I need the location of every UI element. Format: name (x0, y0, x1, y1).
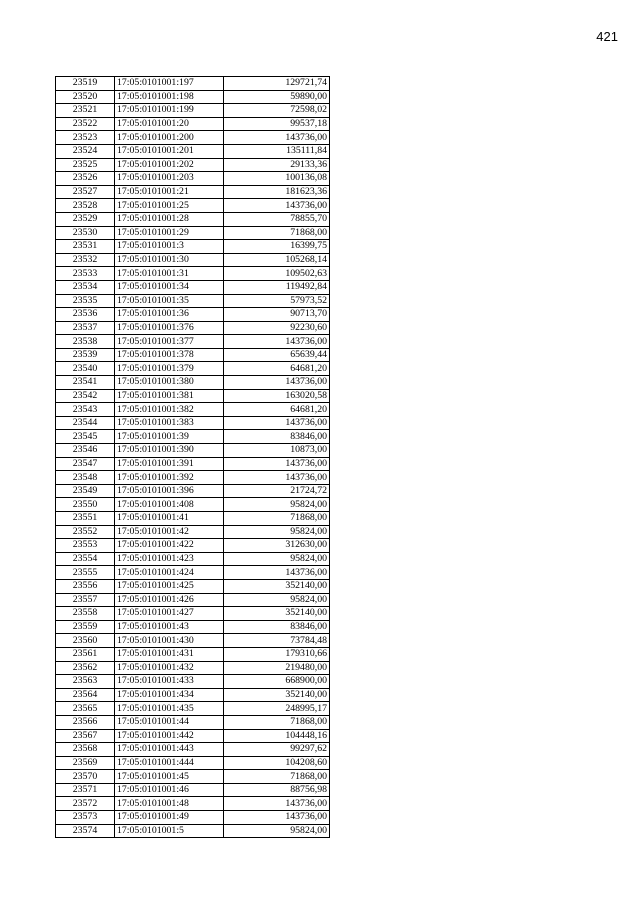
row-number-cell: 23531 (56, 240, 115, 254)
table-row (56, 199, 330, 213)
cadastral-number-cell: 17:05:0101001:43 (115, 620, 224, 634)
row-number-cell: 23528 (56, 199, 115, 213)
cadastral-value-cell: 99537,18 (224, 117, 330, 131)
cadastral-number-cell: 17:05:0101001:431 (115, 647, 224, 661)
cadastral-value-cell: 71868,00 (224, 512, 330, 526)
table-row (56, 416, 330, 430)
cadastral-number-cell: 17:05:0101001:36 (115, 308, 224, 322)
row-number-cell: 23566 (56, 715, 115, 729)
cadastral-number-cell: 17:05:0101001:197 (115, 77, 224, 91)
cadastral-number-cell: 17:05:0101001:3 (115, 240, 224, 254)
cadastral-value-cell: 143736,00 (224, 457, 330, 471)
row-number-cell: 23551 (56, 512, 115, 526)
row-number-cell: 23560 (56, 634, 115, 648)
cadastral-value-cell: 59890,00 (224, 90, 330, 104)
row-number-cell: 23567 (56, 729, 115, 743)
row-number-cell: 23549 (56, 484, 115, 498)
cadastral-number-cell: 17:05:0101001:42 (115, 525, 224, 539)
cadastral-value-cell: 73784,48 (224, 634, 330, 648)
row-number-cell: 23521 (56, 104, 115, 118)
row-number-cell: 23539 (56, 348, 115, 362)
cadastral-number-cell: 17:05:0101001:21 (115, 185, 224, 199)
cadastral-value-cell: 95824,00 (224, 552, 330, 566)
cadastral-value-cell: 90713,70 (224, 308, 330, 322)
cadastral-value-cell: 105268,14 (224, 253, 330, 267)
cadastral-value-cell: 64681,20 (224, 362, 330, 376)
cadastral-value-cell: 104208,60 (224, 756, 330, 770)
cadastral-number-cell: 17:05:0101001:382 (115, 403, 224, 417)
row-number-cell: 23565 (56, 702, 115, 716)
cadastral-value-cell: 219480,00 (224, 661, 330, 675)
cadastral-value-cell: 88756,98 (224, 783, 330, 797)
cadastral-value-cell: 71868,00 (224, 226, 330, 240)
cadastral-value-cell: 65639,44 (224, 348, 330, 362)
cadastral-value-cell: 352140,00 (224, 579, 330, 593)
table-row (56, 647, 330, 661)
table-row (56, 512, 330, 526)
row-number-cell: 23532 (56, 253, 115, 267)
table-body (56, 77, 330, 838)
table-row (56, 797, 330, 811)
row-number-cell: 23546 (56, 444, 115, 458)
row-number-cell: 23552 (56, 525, 115, 539)
table-row (56, 566, 330, 580)
row-number-cell: 23550 (56, 498, 115, 512)
cadastral-number-cell: 17:05:0101001:39 (115, 430, 224, 444)
cadastral-value-cell: 248995,17 (224, 702, 330, 716)
row-number-cell: 23541 (56, 376, 115, 390)
cadastral-number-cell: 17:05:0101001:391 (115, 457, 224, 471)
table-row (56, 729, 330, 743)
table-row (56, 308, 330, 322)
table-row (56, 634, 330, 648)
row-number-cell: 23571 (56, 783, 115, 797)
cadastral-value-cell: 29133,36 (224, 158, 330, 172)
row-number-cell: 23564 (56, 688, 115, 702)
table-row (56, 525, 330, 539)
row-number-cell: 23540 (56, 362, 115, 376)
cadastral-value-cell: 95824,00 (224, 593, 330, 607)
cadastral-value-cell: 95824,00 (224, 824, 330, 838)
cadastral-number-cell: 17:05:0101001:424 (115, 566, 224, 580)
page-number: 421 (596, 29, 618, 44)
row-number-cell: 23529 (56, 212, 115, 226)
cadastral-value-cell: 143736,00 (224, 199, 330, 213)
row-number-cell: 23533 (56, 267, 115, 281)
cadastral-value-cell: 143736,00 (224, 416, 330, 430)
cadastral-value-cell: 143736,00 (224, 811, 330, 825)
row-number-cell: 23553 (56, 539, 115, 553)
cadastral-value-cell: 143736,00 (224, 797, 330, 811)
table-row (56, 389, 330, 403)
cadastral-number-cell: 17:05:0101001:430 (115, 634, 224, 648)
row-number-cell: 23574 (56, 824, 115, 838)
row-number-cell: 23568 (56, 743, 115, 757)
cadastral-number-cell: 17:05:0101001:433 (115, 675, 224, 689)
table-row (56, 811, 330, 825)
table-row (56, 226, 330, 240)
table-row (56, 661, 330, 675)
row-number-cell: 23545 (56, 430, 115, 444)
row-number-cell: 23547 (56, 457, 115, 471)
table-row (56, 539, 330, 553)
cadastral-value-cell: 57973,52 (224, 294, 330, 308)
row-number-cell: 23555 (56, 566, 115, 580)
table-row (56, 294, 330, 308)
cadastral-value-cell: 352140,00 (224, 688, 330, 702)
table-row (56, 267, 330, 281)
table-row (56, 457, 330, 471)
table-row (56, 824, 330, 838)
cadastral-number-cell: 17:05:0101001:392 (115, 471, 224, 485)
row-number-cell: 23559 (56, 620, 115, 634)
cadastral-number-cell: 17:05:0101001:201 (115, 144, 224, 158)
cadastral-value-cell: 109502,63 (224, 267, 330, 281)
cadastral-value-cell: 10873,00 (224, 444, 330, 458)
row-number-cell: 23525 (56, 158, 115, 172)
table-row (56, 321, 330, 335)
table-row (56, 688, 330, 702)
cadastral-value-cell: 99297,62 (224, 743, 330, 757)
cadastral-number-cell: 17:05:0101001:20 (115, 117, 224, 131)
cadastral-value-cell: 21724,72 (224, 484, 330, 498)
cadastral-number-cell: 17:05:0101001:34 (115, 280, 224, 294)
cadastral-number-cell: 17:05:0101001:41 (115, 512, 224, 526)
table-row (56, 212, 330, 226)
cadastral-number-cell: 17:05:0101001:408 (115, 498, 224, 512)
table-row (56, 185, 330, 199)
table-row (56, 362, 330, 376)
cadastral-number-cell: 17:05:0101001:443 (115, 743, 224, 757)
cadastral-number-cell: 17:05:0101001:425 (115, 579, 224, 593)
row-number-cell: 23548 (56, 471, 115, 485)
cadastral-value-cell: 143736,00 (224, 335, 330, 349)
cadastral-number-cell: 17:05:0101001:390 (115, 444, 224, 458)
table-row (56, 144, 330, 158)
table-row (56, 280, 330, 294)
cadastral-value-cell: 83846,00 (224, 430, 330, 444)
cadastral-number-cell: 17:05:0101001:5 (115, 824, 224, 838)
row-number-cell: 23530 (56, 226, 115, 240)
cadastral-number-cell: 17:05:0101001:378 (115, 348, 224, 362)
cadastral-number-cell: 17:05:0101001:49 (115, 811, 224, 825)
table-row (56, 552, 330, 566)
table-row (56, 131, 330, 145)
cadastral-value-cell: 104448,16 (224, 729, 330, 743)
row-number-cell: 23558 (56, 607, 115, 621)
row-number-cell: 23572 (56, 797, 115, 811)
cadastral-number-cell: 17:05:0101001:29 (115, 226, 224, 240)
table-row (56, 484, 330, 498)
cadastral-number-cell: 17:05:0101001:435 (115, 702, 224, 716)
table-row (56, 471, 330, 485)
cadastral-number-cell: 17:05:0101001:376 (115, 321, 224, 335)
row-number-cell: 23570 (56, 770, 115, 784)
cadastral-number-cell: 17:05:0101001:30 (115, 253, 224, 267)
cadastral-number-cell: 17:05:0101001:200 (115, 131, 224, 145)
cadastral-number-cell: 17:05:0101001:422 (115, 539, 224, 553)
table-row (56, 498, 330, 512)
cadastral-number-cell: 17:05:0101001:444 (115, 756, 224, 770)
table-row (56, 607, 330, 621)
cadastral-value-cell: 95824,00 (224, 498, 330, 512)
cadastral-number-cell: 17:05:0101001:381 (115, 389, 224, 403)
cadastral-number-cell: 17:05:0101001:442 (115, 729, 224, 743)
cadastral-number-cell: 17:05:0101001:202 (115, 158, 224, 172)
table-row (56, 743, 330, 757)
cadastral-number-cell: 17:05:0101001:377 (115, 335, 224, 349)
row-number-cell: 23538 (56, 335, 115, 349)
table-row (56, 702, 330, 716)
row-number-cell: 23520 (56, 90, 115, 104)
cadastral-value-cell: 312630,00 (224, 539, 330, 553)
cadastral-value-cell: 129721,74 (224, 77, 330, 91)
cadastral-number-cell: 17:05:0101001:379 (115, 362, 224, 376)
table-row (56, 90, 330, 104)
cadastral-value-cell: 95824,00 (224, 525, 330, 539)
cadastral-value-cell: 181623,36 (224, 185, 330, 199)
cadastral-number-cell: 17:05:0101001:396 (115, 484, 224, 498)
cadastral-number-cell: 17:05:0101001:46 (115, 783, 224, 797)
table-row (56, 756, 330, 770)
row-number-cell: 23544 (56, 416, 115, 430)
cadastral-number-cell: 17:05:0101001:35 (115, 294, 224, 308)
cadastral-number-cell: 17:05:0101001:44 (115, 715, 224, 729)
row-number-cell: 23527 (56, 185, 115, 199)
row-number-cell: 23526 (56, 172, 115, 186)
cadastral-value-cell: 83846,00 (224, 620, 330, 634)
table-row (56, 158, 330, 172)
cadastral-number-cell: 17:05:0101001:203 (115, 172, 224, 186)
row-number-cell: 23543 (56, 403, 115, 417)
table-row (56, 117, 330, 131)
table-row (56, 77, 330, 91)
cadastral-value-cell: 78855,70 (224, 212, 330, 226)
row-number-cell: 23563 (56, 675, 115, 689)
cadastral-number-cell: 17:05:0101001:45 (115, 770, 224, 784)
table-row (56, 770, 330, 784)
row-number-cell: 23562 (56, 661, 115, 675)
cadastral-number-cell: 17:05:0101001:383 (115, 416, 224, 430)
cadastral-value-cell: 92230,60 (224, 321, 330, 335)
cadastral-value-cell: 16399,75 (224, 240, 330, 254)
row-number-cell: 23535 (56, 294, 115, 308)
cadastral-value-cell: 352140,00 (224, 607, 330, 621)
row-number-cell: 23556 (56, 579, 115, 593)
table-row (56, 348, 330, 362)
table-row (56, 240, 330, 254)
cadastral-value-cell: 179310,66 (224, 647, 330, 661)
cadastral-value-table (55, 76, 330, 838)
table-row (56, 579, 330, 593)
cadastral-value-cell: 72598,02 (224, 104, 330, 118)
cadastral-number-cell: 17:05:0101001:31 (115, 267, 224, 281)
cadastral-value-cell: 163020,58 (224, 389, 330, 403)
cadastral-value-cell: 143736,00 (224, 566, 330, 580)
cadastral-value-cell: 71868,00 (224, 715, 330, 729)
cadastral-number-cell: 17:05:0101001:198 (115, 90, 224, 104)
cadastral-number-cell: 17:05:0101001:432 (115, 661, 224, 675)
row-number-cell: 23561 (56, 647, 115, 661)
row-number-cell: 23522 (56, 117, 115, 131)
table-row (56, 783, 330, 797)
cadastral-number-cell: 17:05:0101001:199 (115, 104, 224, 118)
cadastral-value-cell: 64681,20 (224, 403, 330, 417)
cadastral-number-cell: 17:05:0101001:48 (115, 797, 224, 811)
row-number-cell: 23519 (56, 77, 115, 91)
cadastral-value-cell: 71868,00 (224, 770, 330, 784)
table-row (56, 104, 330, 118)
cadastral-value-cell: 143736,00 (224, 376, 330, 390)
table-row (56, 172, 330, 186)
table-row (56, 430, 330, 444)
table-row (56, 675, 330, 689)
row-number-cell: 23536 (56, 308, 115, 322)
table-row (56, 253, 330, 267)
row-number-cell: 23573 (56, 811, 115, 825)
cadastral-number-cell: 17:05:0101001:426 (115, 593, 224, 607)
table-row (56, 593, 330, 607)
row-number-cell: 23534 (56, 280, 115, 294)
row-number-cell: 23537 (56, 321, 115, 335)
cadastral-value-cell: 668900,00 (224, 675, 330, 689)
cadastral-value-cell: 135111,84 (224, 144, 330, 158)
row-number-cell: 23554 (56, 552, 115, 566)
row-number-cell: 23523 (56, 131, 115, 145)
row-number-cell: 23569 (56, 756, 115, 770)
cadastral-value-cell: 119492,84 (224, 280, 330, 294)
cadastral-number-cell: 17:05:0101001:380 (115, 376, 224, 390)
cadastral-number-cell: 17:05:0101001:427 (115, 607, 224, 621)
row-number-cell: 23542 (56, 389, 115, 403)
table-row (56, 444, 330, 458)
row-number-cell: 23557 (56, 593, 115, 607)
cadastral-value-cell: 100136,08 (224, 172, 330, 186)
cadastral-number-cell: 17:05:0101001:423 (115, 552, 224, 566)
row-number-cell: 23524 (56, 144, 115, 158)
cadastral-value-cell: 143736,00 (224, 131, 330, 145)
cadastral-value-cell: 143736,00 (224, 471, 330, 485)
table-row (56, 403, 330, 417)
cadastral-number-cell: 17:05:0101001:25 (115, 199, 224, 213)
table-row (56, 335, 330, 349)
cadastral-number-cell: 17:05:0101001:434 (115, 688, 224, 702)
table-row (56, 376, 330, 390)
cadastral-number-cell: 17:05:0101001:28 (115, 212, 224, 226)
table-row (56, 715, 330, 729)
table-row (56, 620, 330, 634)
